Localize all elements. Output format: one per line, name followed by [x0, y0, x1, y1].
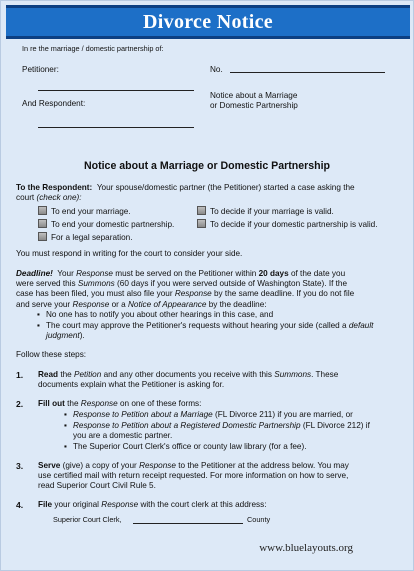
page-title: Divorce Notice	[143, 11, 273, 33]
form-option-2: ▪ Response to Petition about a Registered Domestic Partnership (FL Divorce 212) if you are a domestic partner.	[73, 421, 403, 441]
step-text: your original	[54, 500, 99, 509]
form-name: Response to Petition about a Marriage	[73, 410, 213, 419]
deadline-text: were served this	[16, 279, 76, 289]
respond-in-writing: You must respond in writing for the court to consider your side.	[16, 249, 243, 258]
county-label: County	[247, 515, 271, 524]
form-option-3: ▪ The Superior Court Clerk's office or county law library (for a fee).	[64, 442, 307, 451]
step-3-response: Response	[139, 461, 176, 470]
section-heading: Notice about a Marriage or Domestic Partnership	[83, 160, 331, 172]
bullet-text: you are a domestic partner.	[73, 431, 173, 441]
title-bar	[6, 5, 410, 39]
step-3-text	[38, 461, 406, 492]
option-label: To end your domestic partnership.	[51, 220, 175, 229]
option-partnership-valid[interactable]	[197, 219, 377, 230]
step-1-bold: Read	[38, 370, 59, 379]
bullet-text: ).	[79, 331, 85, 341]
option-label: To decide if your marriage is valid.	[210, 207, 334, 216]
option-end-partnership[interactable]	[38, 219, 174, 230]
checkbox-icon[interactable]	[38, 232, 47, 241]
deadline-text: case has been filed, you must also file your	[16, 289, 173, 299]
deadline-text: or a	[111, 299, 126, 309]
petitioner-label: Petitioner:	[22, 65, 59, 74]
step-1-text	[38, 370, 402, 390]
step-4-bold: File	[38, 500, 53, 509]
step-2-number: 2.	[16, 399, 24, 409]
step-2-bold: Fill out	[38, 399, 65, 408]
step-3-bold: Serve	[38, 461, 61, 470]
form-option-1: ▪ Response to Petition about a Marriage (FL Divorce 211) if you are married, or	[64, 410, 353, 419]
case-number-label: No.	[210, 65, 223, 74]
deadline-response: Response	[174, 289, 212, 299]
respondent-label: And Respondent:	[22, 99, 86, 108]
form-name: Response to Petition about a Registered Domestic Partnership	[73, 421, 301, 430]
option-label: To decide if your domestic partnership is valid.	[210, 220, 378, 229]
option-legal-separation[interactable]	[38, 232, 132, 243]
to-respondent-label: To the Respondent:	[16, 183, 93, 192]
follow-steps: Follow these steps:	[16, 350, 87, 359]
deadline-bullet-1: ▪ No one has to notify you about other hearings in this case, and	[37, 310, 274, 319]
clerk-label: Superior Court Clerk,	[53, 515, 122, 524]
to-respondent-text: Your spouse/domestic partner (the Petitioner) started a case asking the	[96, 183, 355, 192]
step-1-number: 1.	[16, 370, 24, 380]
option-end-marriage[interactable]	[38, 206, 131, 217]
step-text: and any other documents you receive with this	[103, 370, 272, 379]
check-one-label: (check one):	[36, 193, 82, 202]
checkbox-icon[interactable]	[38, 206, 47, 215]
step-1-summons: Summons	[274, 370, 312, 379]
step-text: with the court clerk at this address:	[140, 500, 267, 509]
case-number-line	[230, 72, 385, 73]
option-label: To end your marriage.	[51, 207, 131, 216]
bullet-text: (FL Divorce 211) if you are married, or	[215, 410, 353, 419]
respondent-line	[38, 127, 194, 128]
option-marriage-valid[interactable]	[197, 206, 334, 217]
bullet-text: The Superior Court Clerk's office or county law library (for a fee).	[73, 442, 307, 451]
default-judgment: default judgment	[46, 321, 374, 341]
step-text: on one of these forms:	[119, 399, 202, 408]
deadline-text: Your	[57, 269, 74, 278]
step-4-text	[38, 500, 267, 510]
step-3-number: 3.	[16, 461, 24, 471]
deadline-days: 20 days	[258, 269, 289, 278]
step-3-line2: use certified mail with return receipt requested. For more information on how to serve,	[38, 471, 349, 481]
step-2-text	[38, 399, 201, 409]
step-4-number: 4.	[16, 500, 24, 510]
checkbox-icon[interactable]	[197, 219, 206, 228]
bullet-text: No one has to notify you about other hearings in this case, and	[46, 310, 274, 319]
deadline-text: by the same deadline. If you do not file	[214, 289, 355, 299]
petitioner-line	[38, 90, 194, 91]
deadline-text: of the date you	[290, 269, 346, 278]
bullet-text: The court may approve the Petitioner's requests without hearing your side (called a	[46, 321, 347, 330]
deadline-response: Response	[76, 269, 113, 278]
bullet-text: (FL Divorce 212) if	[302, 421, 370, 430]
deadline-bullet-2: ▪ The court may approve the Petitioner's requests without hearing your side (called a default judgment).	[37, 321, 374, 341]
county-line	[133, 523, 243, 524]
step-text: . These	[311, 370, 339, 379]
deadline-text: (60 days if you were served outside of Washington State). If the	[117, 279, 348, 289]
step-1-petition: Petition	[73, 370, 102, 379]
court-prefix: court	[16, 193, 35, 202]
step-text: the	[60, 370, 72, 379]
option-label: For a legal separation.	[51, 233, 133, 242]
deadline-text: by the deadline:	[208, 299, 267, 309]
deadline-response: Response	[72, 299, 110, 309]
deadline-text: and serve your	[16, 299, 71, 309]
notice-about-line2: or Domestic Partnership	[210, 101, 298, 110]
step-2-response: Response	[80, 399, 118, 408]
to-respondent-line	[16, 183, 355, 193]
deadline-paragraph	[16, 269, 402, 310]
deadline-text: must be served on the Petitioner within	[115, 269, 257, 278]
step-1-line2: documents explain what the Petitioner is asking for.	[38, 380, 225, 390]
checkbox-icon[interactable]	[38, 219, 47, 228]
court-check-one	[16, 193, 82, 203]
step-4-response: Response	[101, 500, 139, 509]
deadline-summons: Summons	[77, 279, 115, 289]
step-text: the	[67, 399, 79, 408]
checkbox-icon[interactable]	[197, 206, 206, 215]
step-text: to the Petitioner at the address below. You may	[178, 461, 349, 470]
step-text: (give) a copy of your	[62, 461, 137, 470]
in-re-label: In re the marriage / domestic partnership of:	[22, 44, 164, 53]
step-3-line3: read Superior Court Civil Rule 5.	[38, 481, 156, 491]
deadline-notice-appearance: Notice of Appearance	[128, 299, 207, 309]
watermark: www.bluelayouts.org	[259, 542, 353, 554]
deadline-label: Deadline!	[16, 269, 53, 278]
notice-about-line1: Notice about a Marriage	[210, 91, 298, 100]
